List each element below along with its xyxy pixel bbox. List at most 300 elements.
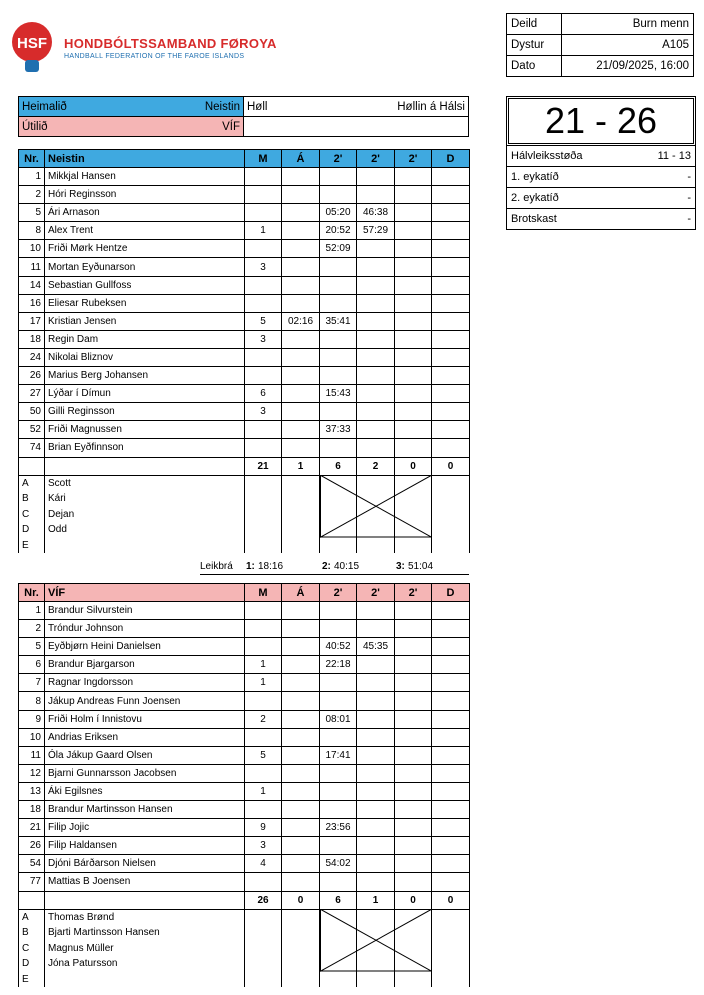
- player-suspension-3: [395, 421, 432, 439]
- player-name: Gilli Reginsson: [45, 403, 245, 421]
- player-row: [19, 692, 470, 710]
- official-empty: [432, 909, 470, 925]
- player-goals: 9: [245, 819, 282, 837]
- player-goals: 2: [245, 710, 282, 728]
- player-row: [19, 638, 470, 656]
- official-empty: [245, 522, 282, 538]
- official-empty: [282, 956, 320, 972]
- player-suspension-1: [320, 674, 357, 692]
- player-number: 52: [19, 421, 45, 439]
- player-name: Friði Holm í Innistovu: [45, 710, 245, 728]
- player-disqualification: [432, 819, 470, 837]
- player-suspension-3: [395, 656, 432, 674]
- official-empty: [432, 538, 470, 554]
- official-empty: [245, 925, 282, 941]
- player-suspension-3: [395, 294, 432, 312]
- official-code: D: [19, 522, 45, 538]
- official-empty: [432, 522, 470, 538]
- player-row: [19, 222, 470, 240]
- player-number: 1: [19, 168, 45, 186]
- col-suspension-1: 2': [320, 584, 357, 602]
- player-suspension-1: 35:41: [320, 312, 357, 330]
- player-suspension-2: [357, 367, 395, 385]
- player-row: [19, 837, 470, 855]
- logo-letters: HSF: [17, 35, 47, 52]
- player-suspension-3: [395, 692, 432, 710]
- official-code: C: [19, 507, 45, 523]
- player-suspension-2: [357, 258, 395, 276]
- player-suspension-2: [357, 782, 395, 800]
- player-row: [19, 728, 470, 746]
- official-empty: [282, 475, 320, 491]
- col-team-name: VÍF: [45, 584, 245, 602]
- official-name: Thomas Brønd: [45, 909, 245, 925]
- player-number: 2: [19, 620, 45, 638]
- official-empty: [282, 491, 320, 507]
- player-suspension-3: [395, 168, 432, 186]
- totals-row: [19, 457, 470, 475]
- player-suspension-1: 05:20: [320, 204, 357, 222]
- player-disqualification: [432, 782, 470, 800]
- player-row: [19, 801, 470, 819]
- match-info-row: [507, 35, 694, 56]
- col-suspension-1: 2': [320, 150, 357, 168]
- player-name: Brandur Martinsson Hansen: [45, 801, 245, 819]
- player-goals: 3: [245, 403, 282, 421]
- player-number: 1: [19, 602, 45, 620]
- official-empty: [282, 972, 320, 988]
- official-empty: [282, 507, 320, 523]
- official-empty: [245, 538, 282, 554]
- player-suspension-1: 17:41: [320, 746, 357, 764]
- player-disqualification: [432, 312, 470, 330]
- player-suspension-1: [320, 602, 357, 620]
- player-number: 18: [19, 801, 45, 819]
- player-warning: [282, 782, 320, 800]
- player-goals: [245, 168, 282, 186]
- player-row: [19, 240, 470, 258]
- player-number: 5: [19, 204, 45, 222]
- player-warning: [282, 222, 320, 240]
- player-number: 9: [19, 710, 45, 728]
- score-row: [507, 146, 695, 167]
- official-name: Jóna Patursson: [45, 956, 245, 972]
- official-empty: [320, 538, 357, 554]
- score-row-value: -: [631, 167, 695, 188]
- official-empty: [395, 972, 432, 988]
- player-number: 74: [19, 439, 45, 457]
- official-empty: [432, 475, 470, 491]
- player-goals: [245, 294, 282, 312]
- player-number: 77: [19, 873, 45, 891]
- player-number: 2: [19, 186, 45, 204]
- player-disqualification: [432, 168, 470, 186]
- player-number: 11: [19, 258, 45, 276]
- player-row: [19, 330, 470, 348]
- venue-name: Høllin á Hálsi: [397, 100, 465, 113]
- player-suspension-1: 40:52: [320, 638, 357, 656]
- player-suspension-3: [395, 330, 432, 348]
- home-label: Heimalið: [22, 100, 67, 113]
- player-goals: 3: [245, 330, 282, 348]
- player-name: Tróndur Johnson: [45, 620, 245, 638]
- official-code: C: [19, 941, 45, 957]
- player-suspension-1: [320, 439, 357, 457]
- player-number: 18: [19, 330, 45, 348]
- player-row: [19, 385, 470, 403]
- away-roster-header: [19, 584, 470, 602]
- player-suspension-2: 45:35: [357, 638, 395, 656]
- player-number: 12: [19, 764, 45, 782]
- player-suspension-1: 37:33: [320, 421, 357, 439]
- total-a: 0: [282, 891, 320, 909]
- player-warning: [282, 258, 320, 276]
- official-code: A: [19, 909, 45, 925]
- player-goals: [245, 638, 282, 656]
- player-disqualification: [432, 801, 470, 819]
- player-row: [19, 602, 470, 620]
- player-suspension-3: [395, 782, 432, 800]
- player-warning: [282, 602, 320, 620]
- score-box: [506, 96, 696, 230]
- official-empty: [245, 507, 282, 523]
- player-number: 26: [19, 837, 45, 855]
- player-row: [19, 367, 470, 385]
- home-team-cell: [19, 97, 244, 117]
- player-suspension-2: [357, 168, 395, 186]
- player-warning: [282, 764, 320, 782]
- match-info-label: Deild: [507, 14, 562, 35]
- official-empty: [282, 522, 320, 538]
- total-a: 1: [282, 457, 320, 475]
- player-goals: [245, 367, 282, 385]
- player-suspension-2: [357, 385, 395, 403]
- official-empty: [245, 956, 282, 972]
- player-goals: [245, 348, 282, 366]
- player-goals: [245, 620, 282, 638]
- col-suspension-2: 2': [357, 584, 395, 602]
- player-warning: [282, 656, 320, 674]
- player-warning: [282, 439, 320, 457]
- player-suspension-1: [320, 782, 357, 800]
- player-warning: [282, 728, 320, 746]
- col-nr: Nr.: [19, 584, 45, 602]
- federation-logo: [10, 20, 54, 74]
- player-goals: [245, 801, 282, 819]
- player-suspension-2: [357, 240, 395, 258]
- player-suspension-3: [395, 837, 432, 855]
- official-code: D: [19, 956, 45, 972]
- match-info-table: [506, 13, 694, 77]
- player-suspension-1: 52:09: [320, 240, 357, 258]
- player-name: Eyðbjørn Heini Danielsen: [45, 638, 245, 656]
- player-number: 10: [19, 728, 45, 746]
- player-goals: [245, 240, 282, 258]
- total-d: 0: [432, 891, 470, 909]
- player-warning: [282, 403, 320, 421]
- match-info-row: [507, 14, 694, 35]
- player-number: 17: [19, 312, 45, 330]
- total-s3: 0: [395, 457, 432, 475]
- player-suspension-2: [357, 674, 395, 692]
- player-row: [19, 656, 470, 674]
- player-name: Nikolai Bliznov: [45, 348, 245, 366]
- player-suspension-1: [320, 294, 357, 312]
- player-disqualification: [432, 330, 470, 348]
- totals-spacer: [45, 457, 245, 475]
- player-suspension-1: [320, 348, 357, 366]
- officials-cross-mark: [320, 909, 432, 972]
- player-suspension-2: [357, 294, 395, 312]
- total-s1: 6: [320, 457, 357, 475]
- player-name: Áki Egilsnes: [45, 782, 245, 800]
- player-name: Óla Jákup Gaard Olsen: [45, 746, 245, 764]
- totals-spacer: [45, 891, 245, 909]
- player-suspension-3: [395, 222, 432, 240]
- player-warning: [282, 385, 320, 403]
- player-suspension-3: [395, 746, 432, 764]
- official-name: Kári: [45, 491, 245, 507]
- player-suspension-1: 20:52: [320, 222, 357, 240]
- official-row: [19, 972, 470, 988]
- player-suspension-1: [320, 728, 357, 746]
- player-suspension-2: [357, 602, 395, 620]
- player-suspension-3: [395, 385, 432, 403]
- official-empty: [432, 972, 470, 988]
- player-suspension-3: [395, 764, 432, 782]
- score-row-label: Hálvleiksstøða: [507, 146, 631, 167]
- player-row: [19, 276, 470, 294]
- total-m: 21: [245, 457, 282, 475]
- score-row-label: 1. eykatíð: [507, 167, 631, 188]
- player-row: [19, 782, 470, 800]
- player-warning: [282, 204, 320, 222]
- player-suspension-2: [357, 728, 395, 746]
- player-name: Mattias B Joensen: [45, 873, 245, 891]
- player-row: [19, 348, 470, 366]
- player-suspension-3: [395, 312, 432, 330]
- player-suspension-1: [320, 367, 357, 385]
- official-empty: [320, 972, 357, 988]
- official-empty: [357, 538, 395, 554]
- player-disqualification: [432, 873, 470, 891]
- score-row-value: -: [631, 209, 695, 230]
- player-name: Filip Jojic: [45, 819, 245, 837]
- player-suspension-2: [357, 819, 395, 837]
- player-warning: [282, 746, 320, 764]
- player-warning: [282, 819, 320, 837]
- official-empty: [245, 475, 282, 491]
- total-s1: 6: [320, 891, 357, 909]
- home-timeouts: [200, 561, 469, 575]
- player-disqualification: [432, 674, 470, 692]
- player-number: 16: [19, 294, 45, 312]
- player-suspension-1: 23:56: [320, 819, 357, 837]
- player-row: [19, 168, 470, 186]
- player-number: 14: [19, 276, 45, 294]
- timeout-3: 51:04: [408, 561, 434, 572]
- player-name: Mikkjal Hansen: [45, 168, 245, 186]
- player-goals: [245, 421, 282, 439]
- player-suspension-2: [357, 873, 395, 891]
- player-name: Alex Trent: [45, 222, 245, 240]
- player-disqualification: [432, 692, 470, 710]
- player-warning: [282, 620, 320, 638]
- score-row: [507, 188, 695, 209]
- player-number: 13: [19, 782, 45, 800]
- player-row: [19, 620, 470, 638]
- player-name: Eliesar Rubeksen: [45, 294, 245, 312]
- teams-table: [18, 96, 469, 137]
- player-row: [19, 746, 470, 764]
- player-suspension-3: [395, 801, 432, 819]
- player-suspension-3: [395, 674, 432, 692]
- total-m: 26: [245, 891, 282, 909]
- player-row: [19, 764, 470, 782]
- player-disqualification: [432, 186, 470, 204]
- player-name: Djóni Bárðarson Nielsen: [45, 855, 245, 873]
- match-info-label: Dystur: [507, 35, 562, 56]
- player-number: 5: [19, 638, 45, 656]
- player-warning: [282, 330, 320, 348]
- player-suspension-2: [357, 764, 395, 782]
- player-disqualification: [432, 240, 470, 258]
- player-suspension-2: [357, 710, 395, 728]
- official-empty: [282, 909, 320, 925]
- player-suspension-2: [357, 439, 395, 457]
- final-score: 21 - 26: [508, 98, 694, 144]
- player-warning: [282, 638, 320, 656]
- player-warning: [282, 421, 320, 439]
- player-disqualification: [432, 348, 470, 366]
- player-suspension-3: [395, 855, 432, 873]
- score-row-label: 2. eykatíð: [507, 188, 631, 209]
- player-warning: [282, 367, 320, 385]
- official-empty: [432, 941, 470, 957]
- player-suspension-1: [320, 620, 357, 638]
- player-number: 50: [19, 403, 45, 421]
- player-row: [19, 403, 470, 421]
- player-warning: [282, 801, 320, 819]
- player-disqualification: [432, 837, 470, 855]
- official-empty: [395, 538, 432, 554]
- player-suspension-1: [320, 764, 357, 782]
- away-team-name: VÍF: [222, 120, 240, 133]
- player-name: Bjarni Gunnarsson Jacobsen: [45, 764, 245, 782]
- player-disqualification: [432, 367, 470, 385]
- col-suspension-3: 2': [395, 150, 432, 168]
- player-goals: 4: [245, 855, 282, 873]
- player-suspension-2: [357, 348, 395, 366]
- player-disqualification: [432, 403, 470, 421]
- player-disqualification: [432, 439, 470, 457]
- score-row-value: 11 - 13: [631, 146, 695, 167]
- player-name: Regin Dam: [45, 330, 245, 348]
- total-s3: 0: [395, 891, 432, 909]
- player-name: Andrias Eriksen: [45, 728, 245, 746]
- totals-spacer: [19, 891, 45, 909]
- match-info-value: 21/09/2025, 16:00: [561, 56, 693, 77]
- player-suspension-1: [320, 258, 357, 276]
- player-name: Marius Berg Johansen: [45, 367, 245, 385]
- official-empty: [282, 925, 320, 941]
- home-team-name: Neistin: [204, 100, 240, 113]
- player-suspension-1: [320, 403, 357, 421]
- official-code: B: [19, 491, 45, 507]
- score-row: [507, 209, 695, 230]
- player-suspension-3: [395, 819, 432, 837]
- timeout-1: 18:16: [258, 561, 284, 572]
- player-goals: 3: [245, 258, 282, 276]
- col-warning: Á: [282, 150, 320, 168]
- empty-cell: [244, 117, 469, 137]
- total-d: 0: [432, 457, 470, 475]
- official-empty: [245, 909, 282, 925]
- player-name: Lýðar í Dímun: [45, 385, 245, 403]
- player-suspension-1: [320, 186, 357, 204]
- player-number: 24: [19, 348, 45, 366]
- official-empty: [357, 972, 395, 988]
- player-number: 54: [19, 855, 45, 873]
- player-suspension-1: 54:02: [320, 855, 357, 873]
- timeout-1-label: 1:: [246, 561, 255, 572]
- away-team-cell: [19, 117, 244, 137]
- player-warning: [282, 710, 320, 728]
- player-warning: [282, 674, 320, 692]
- player-suspension-3: [395, 276, 432, 294]
- player-row: [19, 439, 470, 457]
- score-details: [507, 145, 695, 229]
- player-row: [19, 873, 470, 891]
- player-suspension-2: [357, 186, 395, 204]
- player-suspension-3: [395, 186, 432, 204]
- official-empty: [432, 491, 470, 507]
- player-suspension-3: [395, 620, 432, 638]
- official-name: Magnus Müller: [45, 941, 245, 957]
- col-disqualification: D: [432, 584, 470, 602]
- player-name: Jákup Andreas Funn Joensen: [45, 692, 245, 710]
- player-number: 27: [19, 385, 45, 403]
- score-row: [507, 167, 695, 188]
- match-info-value: Burn menn: [561, 14, 693, 35]
- col-nr: Nr.: [19, 150, 45, 168]
- player-disqualification: [432, 656, 470, 674]
- match-info-label: Dato: [507, 56, 562, 77]
- official-name: [45, 538, 245, 554]
- player-goals: [245, 276, 282, 294]
- player-goals: [245, 602, 282, 620]
- player-goals: 5: [245, 312, 282, 330]
- player-name: Brandur Bjargarson: [45, 656, 245, 674]
- player-number: 6: [19, 656, 45, 674]
- player-goals: [245, 204, 282, 222]
- player-goals: 6: [245, 385, 282, 403]
- player-row: [19, 258, 470, 276]
- official-name: Odd: [45, 522, 245, 538]
- player-disqualification: [432, 620, 470, 638]
- official-empty: [245, 941, 282, 957]
- totals-row: [19, 891, 470, 909]
- official-code: A: [19, 475, 45, 491]
- player-name: Ári Arnason: [45, 204, 245, 222]
- player-row: [19, 186, 470, 204]
- player-name: Ragnar Ingdorsson: [45, 674, 245, 692]
- player-goals: [245, 764, 282, 782]
- player-name: Friði Mørk Hentze: [45, 240, 245, 258]
- player-row: [19, 674, 470, 692]
- player-name: Mortan Eyðunarson: [45, 258, 245, 276]
- player-number: 8: [19, 222, 45, 240]
